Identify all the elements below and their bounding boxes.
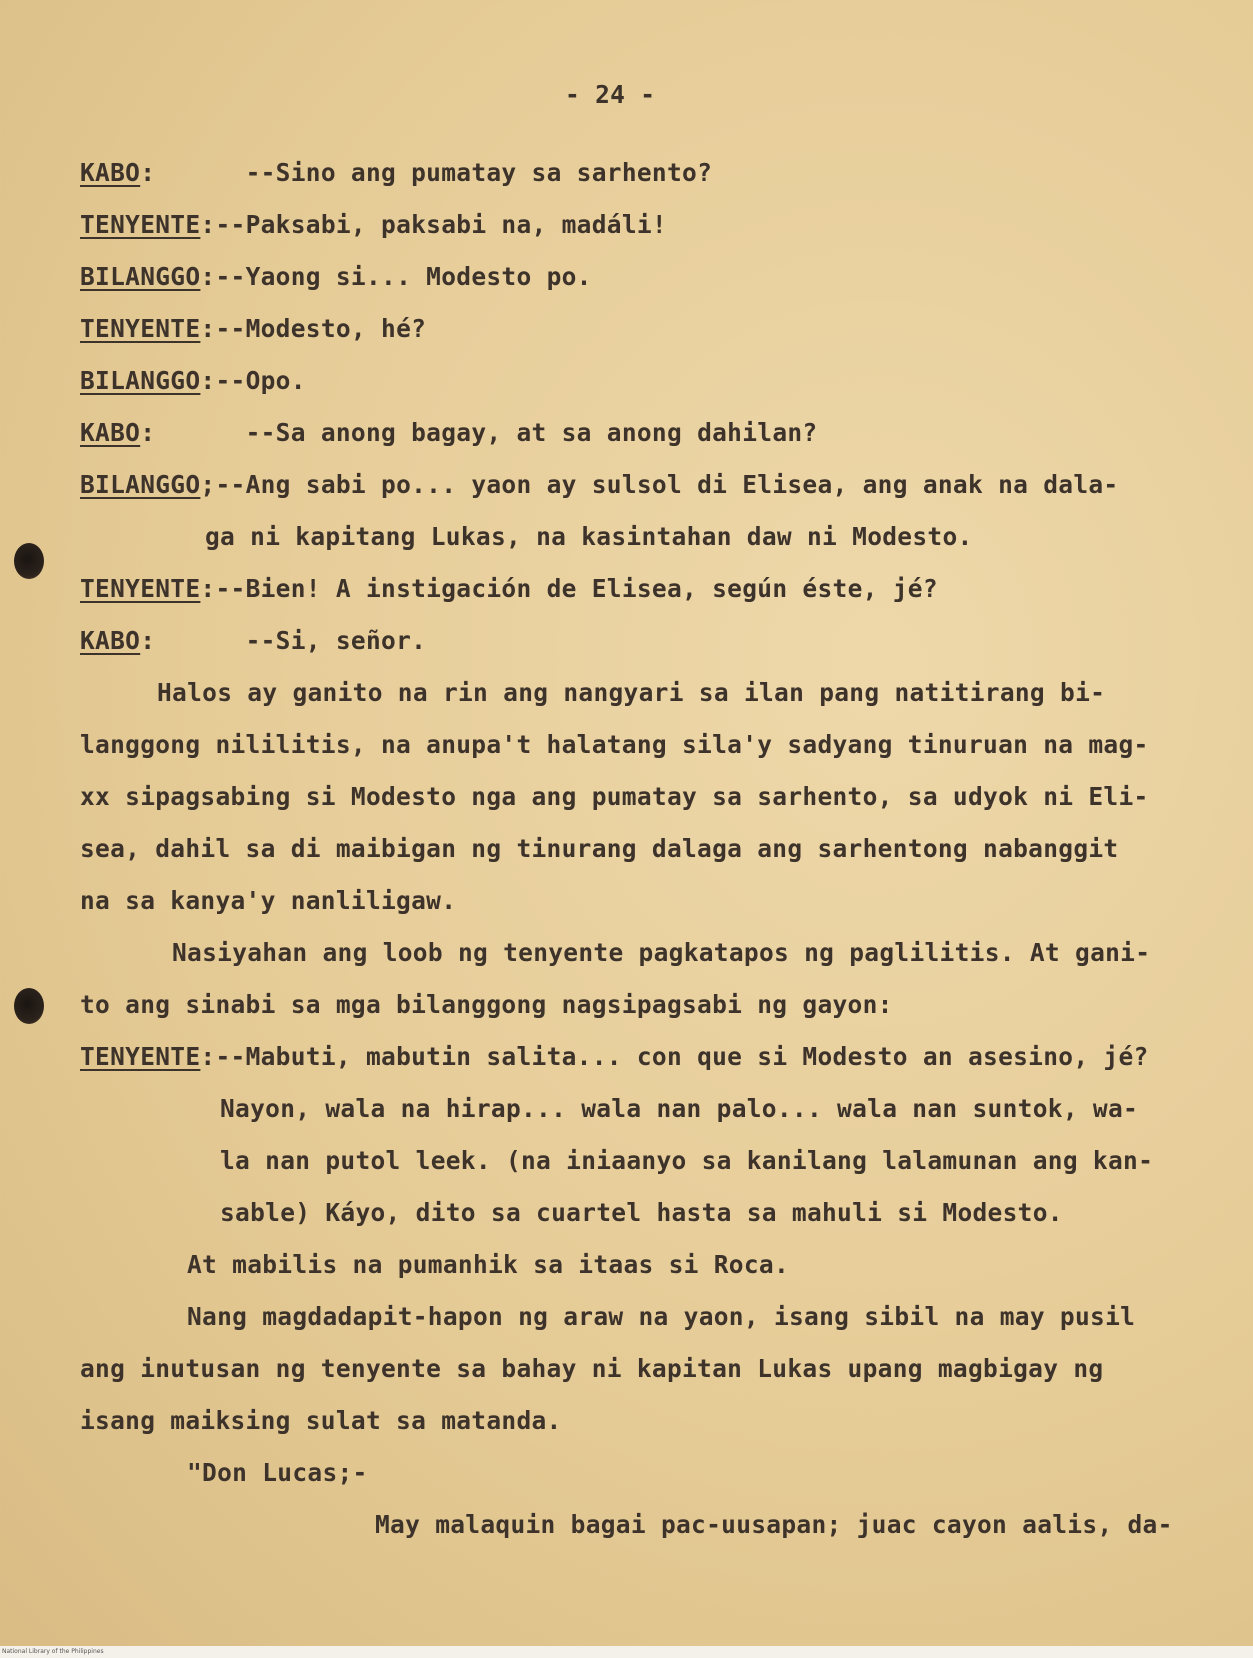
text-line: [80, 990, 893, 1020]
line-text: --Yaong si... Modesto po.: [215, 262, 592, 291]
dialogue-line: [80, 470, 1118, 500]
speaker-label: TENYENTE: [80, 574, 201, 603]
line-text: --Si, señor.: [155, 626, 427, 655]
speaker-label: TENYENTE: [80, 210, 201, 239]
text-line: [80, 1354, 1103, 1384]
dialogue-line: [80, 366, 306, 396]
line-text: Nasiyahan ang loob ng tenyente pagkatapos ng paglilitis. At gani-: [172, 938, 1151, 967]
speaker-label: KABO: [80, 418, 141, 447]
text-line: [172, 938, 1150, 968]
text-line: [80, 834, 1118, 864]
line-text: sable) Káyo, dito sa cuartel hasta sa mahuli si Modesto.: [220, 1198, 1063, 1227]
text-line: [187, 1458, 368, 1488]
text-line: [157, 678, 1105, 708]
speaker-separator: :: [200, 366, 216, 395]
dialogue-line: [80, 262, 592, 292]
speaker-label: KABO: [80, 158, 141, 187]
speaker-label: BILANGGO: [80, 366, 201, 395]
speaker-separator: :: [140, 158, 156, 187]
line-text: --Sa anong bagay, at sa anong dahilan?: [155, 418, 818, 447]
text-line: [80, 886, 456, 916]
dialogue-line: [80, 1042, 1149, 1072]
speaker-label: KABO: [80, 626, 141, 655]
speaker-separator: :: [200, 262, 216, 291]
line-text: sea, dahil sa di maibigan ng tinurang dalaga ang sarhentong nabanggit: [80, 834, 1119, 863]
text-line: [80, 730, 1149, 760]
line-text: --Bien! A instigación de Elisea, según éste, jé?: [215, 574, 938, 603]
speaker-separator: ;: [200, 470, 216, 499]
speaker-separator: :: [140, 626, 156, 655]
speaker-separator: :: [200, 1042, 216, 1071]
line-text: isang maiksing sulat sa matanda.: [80, 1406, 562, 1435]
dialogue-line: [80, 626, 426, 656]
footer-credit: National Library of the Philippines: [0, 1646, 1253, 1658]
speaker-label: BILANGGO: [80, 262, 201, 291]
line-text: --Opo.: [215, 366, 306, 395]
line-text: Nayon, wala na hirap... wala nan palo... wala nan suntok, wa-: [220, 1094, 1139, 1123]
line-text: to ang sinabi sa mga bilanggong nagsipagsabi ng gayon:: [80, 990, 893, 1019]
dialogue-line: [80, 418, 817, 448]
page-number: - 24 -: [565, 80, 656, 109]
dialogue-line: [80, 574, 938, 604]
speaker-separator: :: [200, 210, 216, 239]
line-text: ga ni kapitang Lukas, na kasintahan daw ni Modesto.: [205, 522, 973, 551]
speaker-label: TENYENTE: [80, 314, 201, 343]
speaker-separator: :: [200, 574, 216, 603]
dialogue-line: [80, 314, 426, 344]
line-text: --Mabuti, mabutin salita... con que si Modesto an asesino, jé?: [215, 1042, 1149, 1071]
line-text: na sa kanya'y nanliligaw.: [80, 886, 457, 915]
dialogue-line: [80, 158, 712, 188]
punch-hole: [14, 988, 44, 1024]
line-text: May malaquin bagai pac-uusapan; juac cayon aalis, da-: [375, 1510, 1173, 1539]
text-line: [80, 1406, 562, 1436]
text-line: [375, 1510, 1173, 1540]
line-text: At mabilis na pumanhik sa itaas si Roca.: [187, 1250, 790, 1279]
text-line: [187, 1302, 1135, 1332]
text-line: [187, 1250, 789, 1280]
dialogue-line: [80, 210, 667, 240]
text-line: [220, 1146, 1153, 1176]
line-text: --Sino ang pumatay sa sarhento?: [155, 158, 713, 187]
line-text: --Paksabi, paksabi na, madáli!: [215, 210, 667, 239]
line-text: langgong nililitis, na anupa't halatang sila'y sadyang tinuruan na mag-: [80, 730, 1149, 759]
text-line: [220, 1094, 1138, 1124]
line-text: xx sipagsabing si Modesto nga ang pumatay sa sarhento, sa udyok ni Eli-: [80, 782, 1149, 811]
text-line: [205, 522, 973, 552]
line-text: la nan putol leek. (na iniaanyo sa kanilang lalamunan ang kan-: [220, 1146, 1154, 1175]
line-text: Halos ay ganito na rin ang nangyari sa ilan pang natitirang bi-: [157, 678, 1106, 707]
line-text: ang inutusan ng tenyente sa bahay ni kapitan Lukas upang magbigay ng: [80, 1354, 1104, 1383]
speaker-separator: :: [140, 418, 156, 447]
line-text: --Ang sabi po... yaon ay sulsol di Elisea, ang anak na dala-: [215, 470, 1119, 499]
punch-hole: [14, 543, 44, 579]
speaker-separator: :: [200, 314, 216, 343]
line-text: --Modesto, hé?: [215, 314, 427, 343]
text-line: [220, 1198, 1063, 1228]
line-text: Nang magdadapit-hapon ng araw na yaon, isang sibil na may pusil: [187, 1302, 1136, 1331]
speaker-label: BILANGGO: [80, 470, 201, 499]
text-line: [80, 782, 1149, 812]
speaker-label: TENYENTE: [80, 1042, 201, 1071]
line-text: "Don Lucas;-: [187, 1458, 368, 1487]
